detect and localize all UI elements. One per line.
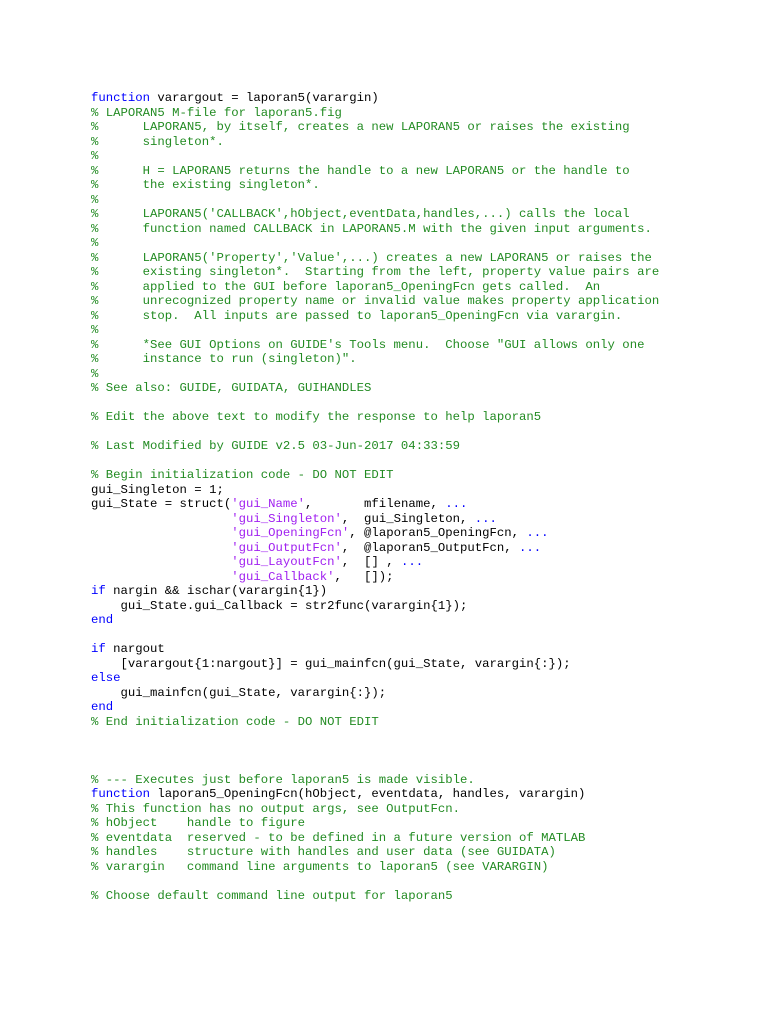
code-line <box>91 889 751 904</box>
comment-token: % Choose default command line output for laporan5 <box>91 888 453 903</box>
code-token <box>91 541 231 555</box>
code-line <box>91 831 751 846</box>
code-line <box>91 744 751 759</box>
comment-token: % stop. All inputs are passed to laporan5_OpeningFcn via varargin. <box>91 308 623 323</box>
keyword-token: ... <box>400 555 424 569</box>
comment-token: % varargin command line arguments to laporan5 (see VARARGIN) <box>91 859 549 874</box>
code-line <box>91 280 751 295</box>
code-line <box>91 207 751 222</box>
comment-token: % Edit the above text to modify the response to help laporan5 <box>91 410 542 424</box>
keyword-token: if <box>91 642 106 656</box>
code-line <box>91 135 751 150</box>
code-line <box>91 367 751 382</box>
keyword-token: if <box>91 584 106 598</box>
code-line <box>91 555 751 570</box>
code-line <box>91 265 751 280</box>
code-line <box>91 454 751 469</box>
code-token: nargin && ischar(varargin{1}) <box>105 584 328 598</box>
code-token: gui_Singleton = 1; <box>91 482 224 497</box>
code-line <box>91 700 751 715</box>
comment-token: % <box>91 323 99 337</box>
keyword-token: end <box>91 613 114 627</box>
code-line <box>91 729 751 744</box>
comment-token: % handles structure with handles and user data (see GUIDATA) <box>91 845 556 859</box>
comment-token: % hObject handle to figure <box>91 816 306 830</box>
code-listing <box>91 91 751 903</box>
comment-token: % <box>91 366 99 381</box>
comment-token: % See also: GUIDE, GUIDATA, GUIHANDLES <box>91 381 372 395</box>
comment-token: % function named CALLBACK in LAPORAN5.M with the given input arguments. <box>91 221 652 236</box>
keyword-token: ... <box>445 497 468 511</box>
comment-token: % *See GUI Options on GUIDE's Tools menu. Choose "GUI allows only one <box>91 337 645 352</box>
code-line <box>91 584 751 599</box>
code-token: , [] , <box>341 555 401 569</box>
code-token: , []); <box>334 569 394 584</box>
keyword-token: ... <box>519 540 542 555</box>
comment-token: % the existing singleton*. <box>91 178 320 192</box>
code-line <box>91 715 751 730</box>
comment-token: % --- Executes just before laporan5 is made visible. <box>91 772 475 787</box>
code-line <box>91 410 751 425</box>
code-line <box>91 787 751 802</box>
code-line <box>91 671 751 686</box>
code-line <box>91 294 751 309</box>
code-line <box>91 120 751 135</box>
code-line <box>91 323 751 338</box>
code-line <box>91 526 751 541</box>
code-line <box>91 802 751 817</box>
code-line <box>91 758 751 773</box>
code-line <box>91 816 751 831</box>
keyword-token: ... <box>474 511 497 526</box>
comment-token: % LAPORAN5('CALLBACK',hObject,eventData,handles,...) calls the local <box>91 207 630 221</box>
string-token: 'gui_OutputFcn' <box>231 540 342 555</box>
code-line <box>91 193 751 208</box>
comment-token: % <box>91 149 99 163</box>
string-token: 'gui_OpeningFcn' <box>231 526 350 540</box>
code-token: gui_State = struct( <box>91 497 232 511</box>
code-line <box>91 251 751 266</box>
keyword-token: else <box>91 671 121 685</box>
code-token <box>91 555 231 569</box>
code-line <box>91 309 751 324</box>
code-line <box>91 425 751 440</box>
comment-token: % applied to the GUI before laporan5_OpeningFcn gets called. An <box>91 279 601 294</box>
code-line <box>91 599 751 614</box>
code-token: laporan5_OpeningFcn(hObject, eventdata, handles, varargin) <box>150 787 586 801</box>
comment-token: % LAPORAN5, by itself, creates a new LAPORAN5 or raises the existing <box>91 120 630 134</box>
code-line <box>91 512 751 527</box>
comment-token: % Last Modified by GUIDE v2.5 03-Jun-2017 04:33:59 <box>91 439 460 453</box>
comment-token: % <box>91 192 99 207</box>
comment-token: % LAPORAN5('Property','Value',...) creates a new LAPORAN5 or raises the <box>91 250 652 265</box>
code-token: , gui_Singleton, <box>341 511 475 526</box>
comment-token: % This function has no output args, see OutputFcn. <box>91 801 460 816</box>
code-token: [varargout{1:nargout}] = gui_mainfcn(gui_State, varargin{:}); <box>91 656 571 671</box>
code-line <box>91 352 751 367</box>
code-line <box>91 657 751 672</box>
string-token: 'gui_Name' <box>231 497 306 511</box>
code-line <box>91 874 751 889</box>
keyword-token: ... <box>526 526 549 540</box>
code-line <box>91 642 751 657</box>
code-line <box>91 773 751 788</box>
comment-token: % Begin initialization code - DO NOT EDIT <box>91 468 394 482</box>
code-token: , @laporan5_OpeningFcn, <box>349 526 527 540</box>
comment-token: % End initialization code - DO NOT EDIT <box>91 714 379 729</box>
code-line <box>91 222 751 237</box>
comment-token: % H = LAPORAN5 returns the handle to a new LAPORAN5 or the handle to <box>91 163 630 178</box>
code-line <box>91 338 751 353</box>
string-token: 'gui_LayoutFcn' <box>231 555 342 569</box>
code-token: varargout = laporan5(varargin) <box>150 91 379 105</box>
code-line <box>91 541 751 556</box>
code-line <box>91 845 751 860</box>
code-line <box>91 483 751 498</box>
code-line <box>91 860 751 875</box>
code-token: gui_mainfcn(gui_State, varargin{:}); <box>91 685 387 700</box>
code-line <box>91 178 751 193</box>
code-line <box>91 149 751 164</box>
code-token <box>91 570 231 584</box>
code-line <box>91 468 751 483</box>
code-line <box>91 381 751 396</box>
keyword-token: end <box>91 700 114 714</box>
code-token: , @laporan5_OutputFcn, <box>341 540 520 555</box>
code-line <box>91 570 751 585</box>
comment-token: % unrecognized property name or invalid value makes property application <box>91 294 660 308</box>
comment-token: % singleton*. <box>91 134 224 149</box>
code-line <box>91 236 751 251</box>
keyword-token: function <box>91 91 151 105</box>
code-line <box>91 439 751 454</box>
comment-token: % eventdata reserved - to be defined in a future version of MATLAB <box>91 830 586 845</box>
code-token: gui_State.gui_Callback = str2func(varargin{1}); <box>91 598 468 613</box>
code-line <box>91 686 751 701</box>
keyword-token: function <box>91 787 151 801</box>
code-token: nargout <box>105 642 165 656</box>
code-line <box>91 91 751 106</box>
comment-token: % LAPORAN5 M-file for laporan5.fig <box>91 105 342 120</box>
code-token <box>91 512 231 526</box>
code-line <box>91 164 751 179</box>
string-token: 'gui_Callback' <box>231 569 335 584</box>
code-line <box>91 396 751 411</box>
code-token: , mfilename, <box>305 497 446 511</box>
comment-token: % <box>91 236 99 250</box>
code-line <box>91 106 751 121</box>
code-line <box>91 613 751 628</box>
comment-token: % instance to run (singleton)". <box>91 352 357 366</box>
code-line <box>91 497 751 512</box>
string-token: 'gui_Singleton' <box>231 511 342 526</box>
code-line <box>91 628 751 643</box>
code-token <box>91 526 231 540</box>
comment-token: % existing singleton*. Starting from the left, property value pairs are <box>91 265 660 279</box>
